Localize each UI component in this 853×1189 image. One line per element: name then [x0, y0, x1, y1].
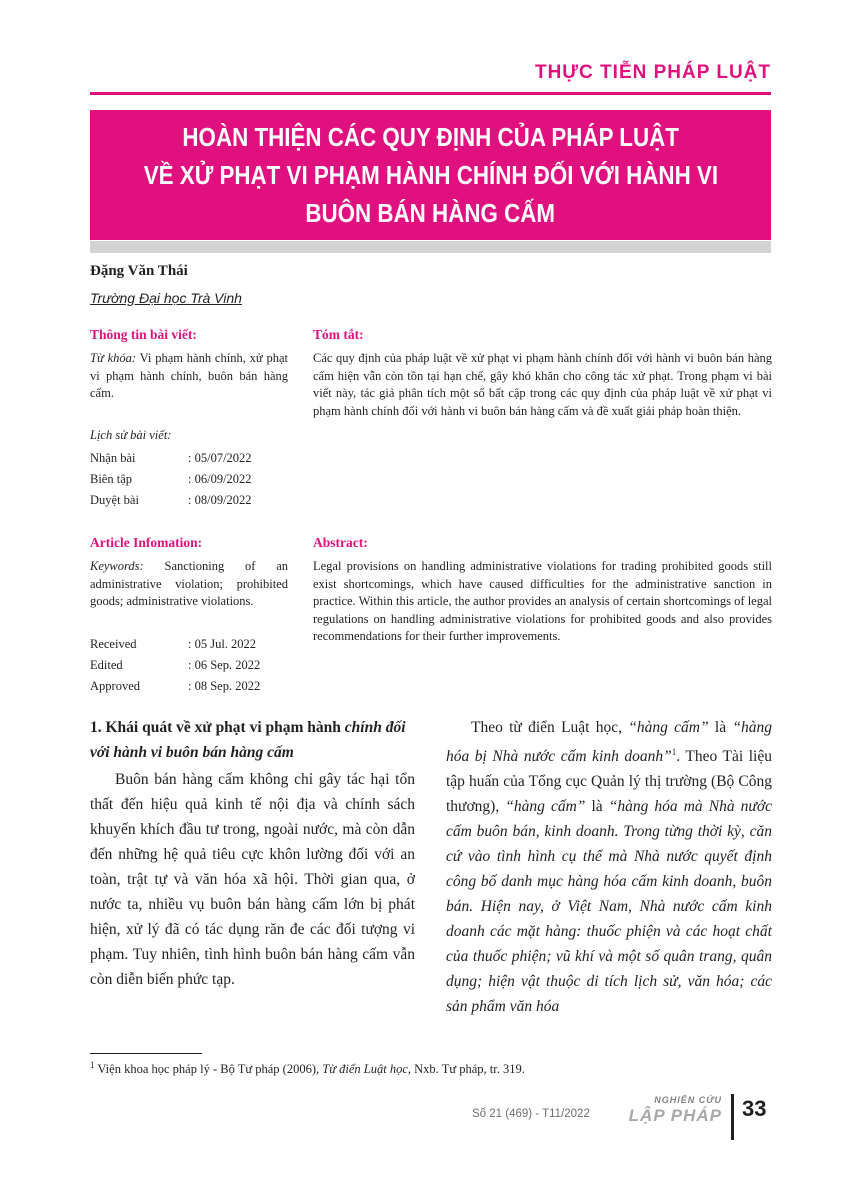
en-history: [90, 634, 260, 697]
vi-keywords-text: Vi phạm hành chính, xử phạt vi phạm hành chính, buôn bán hàng cấm.: [90, 351, 289, 400]
article-title: [90, 110, 771, 240]
vi-info-label: Thông tin bài viết:: [90, 327, 197, 342]
title-line: VỀ XỬ PHẠT VI PHẠM HÀNH CHÍNH ĐỐI VỚI HÀNH VI: [143, 160, 718, 190]
history-row: Nhận bài : 05/07/2022: [90, 451, 252, 465]
en-info-label: Article Infomation:: [90, 535, 203, 550]
footnote-ref[interactable]: 1: [671, 747, 677, 757]
journal-logo: NGHIÊN CỨU LẬP PHÁP: [628, 1095, 722, 1125]
author-affiliation: Trường Đại học Trà Vinh: [90, 290, 242, 306]
history-row: Biên tập : 06/09/2022: [90, 472, 252, 486]
footnote-rule: [90, 1053, 202, 1054]
history-row: Edited : 06 Sep. 2022: [90, 658, 261, 672]
vi-history-label: Lịch sử bài viết:: [90, 428, 172, 442]
issue-info: Số 21 (469) - T11/2022: [472, 1108, 590, 1120]
en-abstract-label: Abstract:: [313, 535, 368, 550]
title-line: BUÔN BÁN HÀNG CẤM: [305, 198, 556, 228]
vi-keywords: [90, 350, 288, 403]
history-row: Duyệt bài : 08/09/2022: [90, 493, 252, 507]
right-column-paragraph: Theo từ điển Luật học, “hàng cấm” là “hàng hóa bị Nhà nước cấm kinh doanh”$^1$. Theo Tài liệu tập huấn của Tổng cục Quản lý thị trường (Bộ Công thương), “hàng cấm” là “hàng hóa mà Nhà nước cấm buôn bán, kinh doanh. Trong từng thời kỳ, căn cứ vào tình hình cụ thể mà Nhà nước quyết định công bố danh mục hàng hóa cấm kinh doanh, buôn bán. Hiện nay, ở Việt Nam, Nhà nước cấm kinh doanh các mặt hàng: thuốc phiện và các hoạt chất của thuốc phiện; vũ khí và một số quân trang, quân dụng; hiện vật thuộc di tích lịch sử, văn hóa; các sản phẩm văn hóa: [446, 719, 773, 1016]
vi-history: [90, 448, 252, 511]
en-keywords: [90, 558, 288, 611]
author-name: Đặng Văn Thái: [90, 263, 188, 279]
title-line: HOÀN THIỆN CÁC QUY ĐỊNH CỦA PHÁP LUẬT: [182, 122, 679, 152]
en-keywords-text: Sanctioning of an administrative violation; prohibited goods; administrative violations.: [90, 559, 289, 608]
section-tag: THỰC TIỄN PHÁP LUẬT: [534, 62, 771, 83]
vi-keywords-label: Từ khóa:: [90, 351, 137, 365]
section-rule: [90, 92, 771, 95]
vi-summary-label: Tóm tắt:: [313, 327, 364, 342]
section-heading: 1. Khái quát về xử phạt vi phạm hành chính đối với hành vi buôn bán hàng cấm: [90, 719, 406, 761]
left-column-paragraph: Buôn bán hàng cấm không chỉ gây tác hại tổn thất đến hiệu quả kinh tế nội địa và chính sách khuyến khích đầu tư trong, ngoài nước, mà còn dẫn đến những hệ quả tiêu cực khôn lường đối với an toàn, trật tự và văn hóa xã hội. Thời gian qua, ở nước ta, nhiều vụ buôn bán hàng cấm lớn bị phát hiện, xử lý đã có tác dụng răn đe các đối tượng vi phạm. Tuy nhiên, tình hình buôn bán hàng cấm vẫn còn diễn biến phức tạp.: [90, 771, 415, 988]
vi-summary-text: Các quy định của pháp luật về xử phạt vi phạm hành chính đối với hành vi buôn bán hàng cấm hiện vẫn còn tồn tại hạn chế, gây khó khăn cho công tác xử phạt. Trong phạm vi bài viết này, tác giả phân tích một số bất cập trong các quy định của pháp luật về xử phạt vi phạm hành chính đối với hành vi buôn bán hàng cấm và đề xuất giải pháp hoàn thiện.: [313, 351, 772, 418]
page-number: 33: [742, 1096, 767, 1121]
title-shadow-bar: [90, 241, 771, 253]
footnote: $^1$ Viện khoa học pháp lý - Bộ Tư pháp (2006), Từ điển Luật học, Nxb. Tư pháp, tr. 319.: [90, 1060, 525, 1077]
en-abstract-text: Legal provisions on handling administrative violations for trading prohibited goods still exist shortcomings, which have caused difficulties for the administrative sanction in practice. Within this article, the author provides an analysis of certain shortcomings of legal regulations on handling administrative violations for prohibited goods and also provides recommendations for their further improvements.: [313, 559, 772, 643]
footer-divider: [731, 1094, 734, 1140]
en-keywords-label: Keywords:: [90, 559, 144, 573]
history-row: Approved : 08 Sep. 2022: [90, 679, 261, 693]
history-row: Received : 05 Jul. 2022: [90, 637, 257, 651]
